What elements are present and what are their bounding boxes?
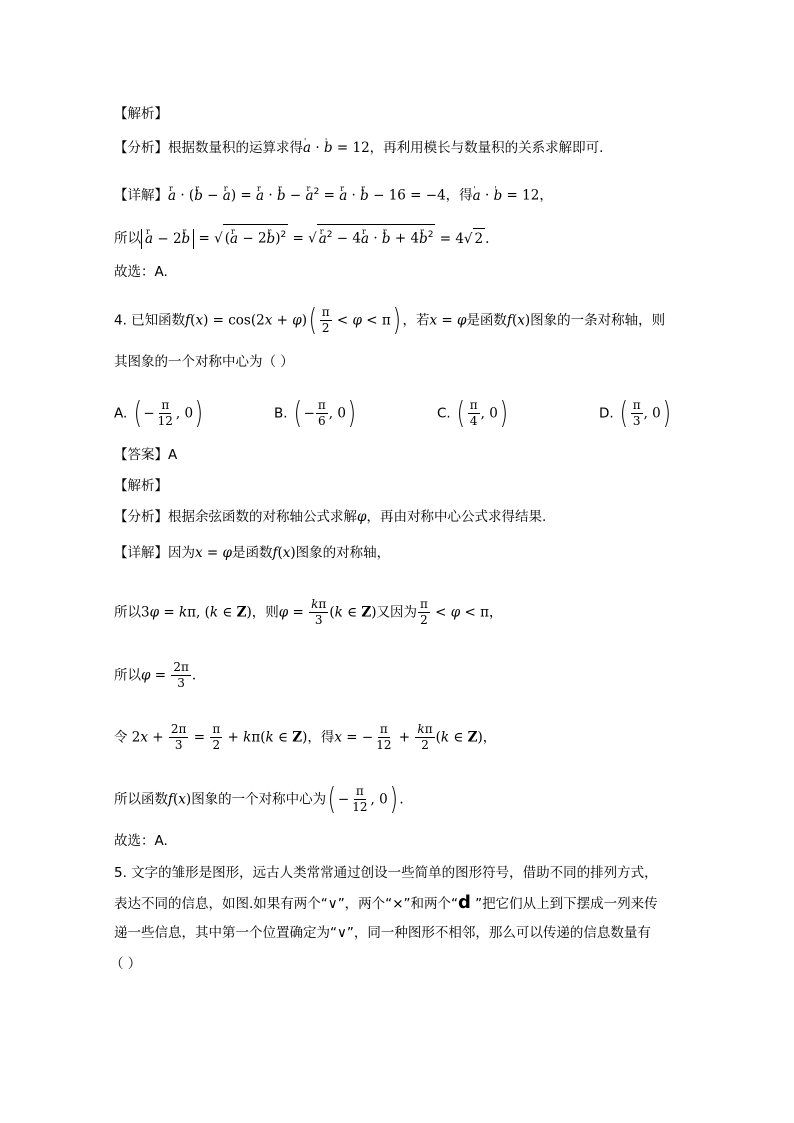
text: 故选：A.: [114, 833, 168, 849]
section-header: [114, 104, 168, 124]
text: 4. 已知函数: [114, 312, 186, 329]
fraction: $\frac{\pi}{2}$: [420, 597, 428, 627]
math: φ: [141, 667, 151, 684]
so-line: [114, 660, 196, 691]
math: ' a: [303, 140, 311, 156]
math: < π: [460, 604, 490, 621]
math: x: [517, 312, 525, 329]
math: , 0: [328, 405, 346, 422]
math: 2: [313, 187, 320, 197]
fraction: $\frac{\pi}{12}$: [376, 722, 392, 752]
math: (: [511, 312, 518, 329]
math: x: [140, 729, 149, 746]
math: =: [202, 545, 223, 561]
so-line: [114, 781, 404, 817]
fraction: $\frac{\pi}{2}$: [212, 722, 221, 752]
text: 是函数: [231, 545, 273, 561]
text: ，: [482, 729, 497, 746]
math: =: [319, 187, 340, 204]
choice-line: [114, 262, 168, 282]
so-line: [114, 224, 489, 249]
math: f: [168, 791, 173, 808]
math: (: [435, 729, 441, 746]
fraction: $\frac{k\pi}{3}$: [311, 597, 327, 627]
math: k: [265, 729, 274, 746]
math: = 4√ 2 .: [435, 231, 489, 247]
text: 令: [114, 729, 128, 746]
math: π, (: [187, 604, 210, 621]
text: 图象的对称轴，: [295, 545, 391, 561]
analysis-line: [114, 507, 546, 527]
option-d: [599, 395, 672, 431]
text: 所以: [114, 667, 141, 684]
math: < π: [361, 312, 391, 329]
math: x: [264, 312, 273, 329]
math: (: [308, 302, 317, 338]
text: ”，两个“: [337, 896, 393, 912]
math: k: [440, 729, 450, 746]
math: ): [477, 729, 483, 746]
math: φ: [450, 604, 461, 621]
label: 【解析】: [114, 106, 168, 122]
text: 所以: [114, 230, 141, 247]
math: =: [150, 667, 171, 684]
text: 所以函数: [114, 791, 168, 808]
text: ”，同一种图形不相邻，那么可以传递的信息数量有: [346, 925, 651, 941]
fraction: $\frac{\pi}{12}$: [157, 398, 173, 428]
math: (: [619, 395, 628, 431]
option-label: D.: [599, 405, 614, 422]
math: ' b: [324, 140, 333, 156]
math: (r a − 2r b)$^2$: [223, 224, 289, 249]
math: k: [178, 604, 188, 621]
math: ) =: [230, 187, 256, 204]
math: 2: [127, 729, 141, 746]
math: φ: [357, 509, 367, 525]
math: ∈: [342, 604, 362, 621]
math: +: [223, 729, 244, 746]
math: φ: [292, 312, 302, 329]
math: ): [302, 729, 308, 746]
math: ∈: [449, 729, 468, 746]
math: (: [456, 395, 465, 431]
fraction: $\frac{\pi}{4}$: [469, 398, 478, 428]
math: .: [399, 791, 404, 808]
text: 【分析】根据数量积的运算求得: [114, 140, 303, 156]
text: 其图象的一个对称中心为（ ）: [114, 354, 294, 370]
math: <: [332, 312, 353, 329]
text: 【详解】: [114, 187, 168, 204]
math: ): [194, 395, 204, 431]
math: ): [662, 395, 671, 431]
math: ): [499, 395, 508, 431]
text: ”把它们从上到下摆成一列来传: [470, 896, 658, 912]
math: = √: [194, 230, 223, 247]
math: · (: [176, 187, 195, 204]
math: Z: [236, 604, 247, 621]
math: ): [392, 302, 401, 338]
text: 故选：A.: [114, 264, 168, 280]
math: r a: [256, 188, 264, 204]
math: x: [429, 312, 438, 329]
math: =: [189, 729, 210, 746]
math: r b: [277, 188, 286, 204]
detail-line: [114, 543, 390, 563]
text: 图象的一个对称中心为: [191, 791, 327, 808]
math: ): [290, 545, 296, 561]
option-label: C.: [437, 405, 451, 422]
math: 3: [141, 604, 150, 621]
text: （ ）: [110, 956, 142, 972]
math: = √: [288, 230, 317, 247]
fraction: $\frac{\pi}{2}$: [321, 305, 330, 335]
math: Z: [361, 604, 372, 621]
math: =: [159, 604, 179, 621]
math: ): [301, 312, 307, 329]
math: −: [202, 187, 223, 204]
x-symbol: ×: [392, 896, 404, 912]
math: k: [243, 729, 252, 746]
math: r b: [194, 188, 203, 204]
math: f: [506, 312, 512, 329]
math: r a: [223, 188, 231, 204]
analysis-line: [114, 138, 603, 158]
math: <: [430, 604, 451, 621]
math: (: [133, 395, 142, 431]
text: 【分析】根据余弦函数的对称轴公式求解: [114, 509, 357, 525]
math: (: [190, 312, 196, 329]
text: ，若: [402, 312, 430, 329]
question-5-line3: [114, 923, 651, 943]
text: 【详解】因为: [114, 545, 195, 561]
fraction: $\frac{\pi}{3}$: [632, 398, 641, 428]
math: (: [293, 395, 302, 431]
math: Z: [467, 729, 478, 746]
math: , 0: [643, 405, 661, 422]
math: = 12: [332, 140, 370, 156]
section-header: [114, 476, 168, 496]
so-line: [114, 597, 503, 628]
math: ): [389, 781, 398, 817]
math: = 12: [502, 187, 540, 204]
math: x: [178, 791, 186, 808]
text: ，得: [307, 729, 335, 746]
math: k: [209, 604, 219, 621]
math: φ: [149, 604, 160, 621]
math: ·: [347, 187, 361, 204]
question-5-line1: [114, 863, 658, 883]
text: ，则: [251, 604, 279, 621]
answer-line: [114, 445, 177, 465]
fraction: $\frac{2\pi}{3}$: [170, 722, 187, 752]
math: φ: [456, 312, 467, 329]
math: −: [337, 791, 350, 808]
math: =: [437, 312, 457, 329]
question-5-line4: [110, 954, 141, 974]
math: f: [272, 545, 278, 561]
math: π(: [251, 729, 266, 746]
math: f: [185, 312, 191, 329]
math: , 0: [370, 791, 388, 808]
option-c: [437, 395, 510, 431]
math: φ: [352, 312, 362, 329]
math: (: [329, 604, 335, 621]
math: x: [195, 545, 203, 561]
text: 5. 文字的雏形是图形，远古人类常常通过创设一些简单的图形符号，借助不同的排列方式，: [114, 865, 658, 881]
math: +: [272, 312, 293, 329]
math: ): [246, 604, 252, 621]
math: −: [303, 405, 315, 422]
text: ，再利用模长与数量积的关系求解即可.: [369, 140, 604, 156]
math: (: [277, 545, 283, 561]
option-label: B.: [274, 405, 288, 422]
fraction: $\frac{2\pi}{3}$: [173, 660, 189, 690]
fraction: $\frac{\pi}{6}$: [317, 398, 326, 428]
math: ∈: [218, 604, 237, 621]
math: r $a^2 - 4r$ a · r b + 4r $b^2$: [317, 224, 436, 249]
math: =: [288, 604, 309, 621]
text: 所以: [114, 604, 141, 621]
text: 【答案】A: [114, 447, 178, 463]
text: 表达不同的信息，如图.如果有两个“: [114, 896, 328, 912]
option-label: A.: [114, 405, 128, 422]
math: r a − 2r b: [141, 229, 194, 249]
v-symbol: ∨: [327, 896, 338, 912]
math: ·: [311, 140, 324, 156]
math: ·: [264, 187, 277, 204]
math: x: [282, 545, 291, 561]
math: x: [195, 312, 204, 329]
text: 图象的一条对称轴，则: [530, 312, 666, 329]
math: ' b: [494, 188, 503, 204]
math: = −: [342, 729, 374, 746]
math: ): [524, 312, 531, 329]
math: ' a: [473, 188, 481, 204]
fraction: $\frac{k\pi}{2}$: [417, 722, 433, 752]
v-symbol: ∨: [337, 925, 347, 941]
d-symbol: d: [458, 892, 471, 913]
math: ·: [480, 187, 494, 204]
math: φ: [278, 604, 289, 621]
math: ) = cos(2: [203, 312, 265, 329]
question-4-line1: [114, 302, 666, 338]
question-5-line2: [114, 893, 658, 914]
math: − 16 = −4: [368, 187, 446, 204]
math: ∈: [273, 729, 293, 746]
math: ): [347, 395, 356, 431]
math: +: [394, 729, 415, 746]
math: +: [148, 729, 168, 746]
math: (: [327, 781, 337, 817]
text: ”和两个“: [403, 896, 458, 912]
math: r a: [306, 188, 314, 204]
math: −: [285, 187, 306, 204]
math: ): [371, 604, 377, 621]
math: r b: [360, 188, 369, 204]
math: (: [173, 791, 179, 808]
option-b: [274, 395, 358, 431]
math: r a: [339, 188, 347, 204]
text: 又因为: [376, 604, 417, 621]
text: ，再由对称中心公式求得结果.: [366, 509, 547, 525]
math: ): [185, 791, 192, 808]
math: r a: [168, 188, 176, 204]
math: , 0: [175, 405, 194, 422]
detail-line: [114, 182, 553, 206]
let-line: [114, 722, 496, 753]
math: , 0: [480, 405, 498, 422]
text: ，得: [445, 187, 473, 204]
text: 递一些信息，其中第一个位置确定为“: [114, 925, 337, 941]
math: .: [191, 667, 197, 684]
math: x: [334, 729, 343, 746]
math: −: [143, 405, 155, 422]
text: ，: [489, 604, 503, 621]
math: Z: [292, 729, 303, 746]
option-a: [114, 395, 205, 431]
text: 是函数: [466, 312, 507, 329]
question-4-line2: [114, 352, 294, 372]
fraction: $\frac{\pi}{12}$: [352, 784, 368, 814]
math: k: [334, 604, 343, 621]
choice-line: [114, 831, 168, 851]
text: 【解析】: [114, 478, 168, 494]
text: ，: [539, 187, 553, 204]
math: φ: [222, 545, 232, 561]
